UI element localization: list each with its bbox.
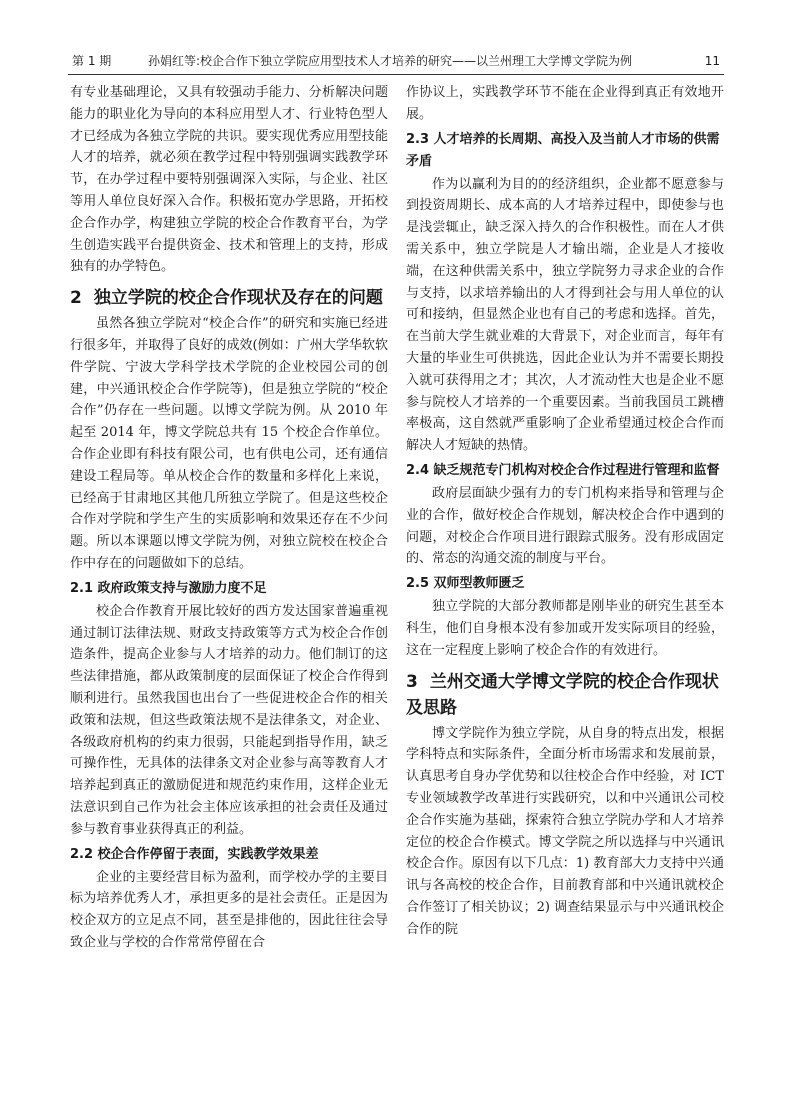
section-2-2-heading: 2.2 校企合作停留于表面，实践教学效果差 — [70, 846, 319, 862]
header-rule — [68, 74, 724, 75]
issue-number: 第 1 期 — [72, 54, 112, 68]
section-2-paragraph: 虽然各独立学院对“校企合作”的研究和实施已经进行很多年，并取得了良好的成效(例如：广州大学华软软件学院、宁波大学科学技术学院的企业校园公司的创建，中兴通讯校企合作学院等)，但是独立学院的“校企合作”仍存在一些问题。以博文学院为例。从 2010 年起至 2014 年，博文学院总共有 15 个校企合作单位。合作企业即有科技有限公司，也有供电公司，还有通信建设工程局等。单从校企合作的数量和多样化上来说，已经高于甘肃地区其他几所独立学院了。但是这些校企合作对学院和学生产生的实质影响和效果还存在不少问题。所以本课题以博文学院为例，对独立院校在校企合作中存在的问题做如下的总结。 — [70, 316, 388, 571]
running-title: 孙娟红等:校企合作下独立学院应用型技术人才培养的研究——以兰州理工大学博文学院为例 — [148, 54, 633, 68]
section-2-4-heading: 2.4 缺乏规范专门机构对校企合作过程进行管理和监督 — [406, 462, 720, 478]
section-2-1-paragraph: 校企合作教育开展比较好的西方发达国家普遍重视通过制订法律法规、财政支持政策等方式为校企合作创造条件，提高企业参与人才培养的动力。他们制订的这些法律措施，都从政策制度的层面保证了校企合作得到顺利进行。虽然我国也出台了一些促进校企合作的相关政策和法规，但这些政策法规不是法律条文，对企业、各级政府机构的约束力很弱，只能起到指导作用，缺乏可操作性，无具体的法律条文对企业参与高等教育人才培养起到真正的激励促进和规范约束作用，这样企业无法意识到自己作为社会主体应该承担的社会责任及通过参与教育事业获得真正的利益。 — [70, 603, 388, 837]
section-3-paragraph: 博文学院作为独立学院，从自身的特点出发，根据学科特点和实际条件，全面分析市场需求和发展前景，认真思考自身办学优势和以往校企合作中经验，对 ICT 专业领域教学改革进行实践研究，以和中兴通讯公司校企合作实施为基础，探索符合独立学院办学和人才培养定位的校企合作模式。博文学院之所以选择与中兴通讯校企合作。原因有以下几点：1) 教育部大力支持中兴通讯与各高校的校企合作，目前教育部和中兴通讯就校企合作签订了相关协议；2) 调查结果显示与中兴通讯校企合作的院 — [406, 725, 724, 937]
section-2-number: 2 — [70, 288, 82, 309]
section-2-3-heading: 2.3 人才培养的长周期、高投入及当前人才市场的供需矛盾 — [406, 131, 720, 169]
right-column — [406, 82, 724, 941]
section-2-5-heading: 2.5 双师型教师匮乏 — [406, 576, 525, 592]
running-header — [68, 50, 724, 72]
section-2-heading — [70, 285, 388, 311]
continued-paragraph: 作协议上，实践教学环节不能在企业得到真正有效地开展。 — [406, 85, 724, 122]
section-2-4-paragraph: 政府层面缺少强有力的专门机构来指导和管理与企业的合作，做好校企合作规划，解决校企合作中遇到的问题，对校企合作项目进行跟踪式服务。没有形成固定的、常态的沟通交流的制度与平台。 — [406, 485, 724, 567]
left-column — [70, 82, 388, 954]
section-3-number: 3 — [406, 671, 418, 692]
page-number: 11 — [704, 54, 720, 68]
intro-paragraph: 有专业基础理论，又具有较强动手能力、分析解决问题能力的职业化为导向的本科应用型人才、行业特色型人才已经成为各独立学院的共识。要实现优秀应用型技能人才的培养，就必须在教学过程中特别强调实践教学环节，在办学过程中要特别强调深入实际，与企业、社区等用人单位良好深入合作。积极拓宽办学思路，开拓校企合作办学，构建独立学院的校企合作教育平台，为学生创造实践平台提供资金、技术和管理上的支持，形成独有的办学特色。 — [70, 85, 388, 275]
section-3-heading — [406, 669, 724, 721]
section-2-2-paragraph: 企业的主要经营目标为盈利，而学校办学的主要目标为培养优秀人才，承担更多的是社会责任。正是因为校企双方的立足点不同，甚至是排他的，因此往往会导致企业与学校的合作常常停留在合 — [70, 869, 388, 950]
section-2-1-heading: 2.1 政府政策支持与激励力度不足 — [70, 580, 267, 596]
section-3-title: 兰州交通大学博文学院的校企合作现状及思路 — [406, 671, 719, 718]
section-2-title: 独立学院的校企合作现状及存在的问题 — [93, 288, 383, 309]
section-2-3-paragraph: 作为以赢利为目的的经济组织，企业都不愿意参与到投资周期长、成本高的人才培养过程中，即使参与也是浅尝辄止，缺乏深入持久的合作积极性。而在人才供需关系中，独立学院是人才输出端，企业是人才接收端，在这种供需关系中，独立学院努力寻求企业的合作与支持，以求培养输出的人才得到社会与用人单位的认可和接纳，但显然企业也有自己的考虑和选择。首先，在当前大学生就业难的大背景下，对企业而言，每年有大量的毕业生可供挑选，因此企业认为并不需要长期投入就可获得用之才；其次，人才流动性大也是企业不愿参与院校人才培养的一个重要因素。当前我国员工跳槽率极高，这自然就严重影响了企业希望通过校企合作而解决人才短缺的热情。 — [406, 176, 724, 454]
section-2-5-paragraph: 独立学院的大部分教师都是刚毕业的研究生甚至本科生，他们自身根本没有参加或开发实际项目的经验，这在一定程度上影响了校企合作的有效进行。 — [406, 599, 724, 658]
